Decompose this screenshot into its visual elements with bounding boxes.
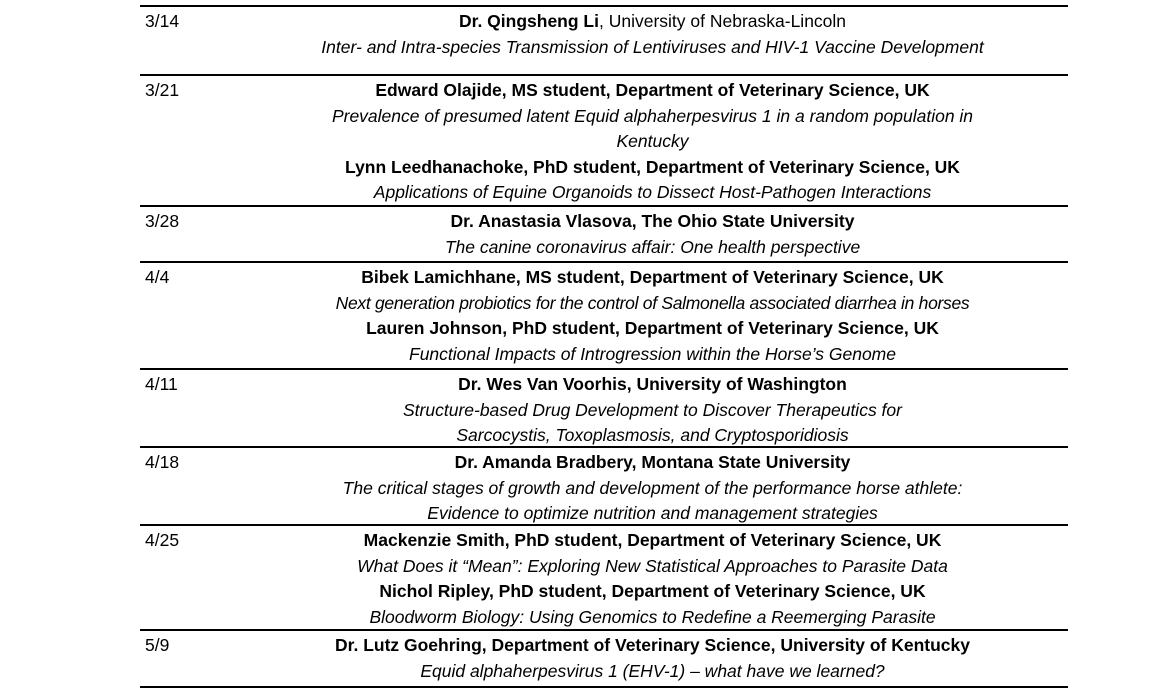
talk-entry [245, 372, 1060, 449]
talk-entry [245, 316, 1060, 367]
talk-title: The critical stages of growth and development of the performance horse athlete: Evidence to optimize nutrition and management strategies [342, 477, 963, 523]
speaker-name: Nichol Ripley, PhD student, Department of Veterinary Science, UK [379, 581, 926, 601]
row-date: 3/28 [145, 211, 180, 231]
row-date: 4/4 [145, 267, 170, 287]
speaker-line [245, 9, 1060, 35]
schedule-row [140, 370, 1068, 448]
talk-title: Structure-based Drug Development to Discover Therapeutics for Sarcocystis, Toxoplasmosis, and Cryptosporidiosis [403, 399, 902, 445]
schedule-row [140, 448, 1068, 526]
schedule-row [140, 263, 1068, 370]
speaker-name: Bibek Lamichhane, MS student, Department of Veterinary Science, UK [361, 267, 944, 287]
schedule-row [140, 76, 1068, 207]
speaker-name: Dr. Amanda Bradbery, Montana State University [454, 452, 851, 472]
talk-title: Next generation probiotics for the control of Salmonella associated diarrhea in horses [335, 292, 970, 313]
speaker-name: Dr. Wes Van Voorhis, University of Washington [458, 374, 847, 394]
talk-entry [245, 78, 1060, 155]
row-content [245, 526, 1068, 629]
talk-entry [245, 155, 1060, 206]
schedule-row [140, 631, 1068, 688]
talk-title: Bloodworm Biology: Using Genomics to Redefine a Reemerging Parasite [369, 606, 936, 627]
row-date: 3/14 [145, 11, 180, 31]
talk-entry [245, 265, 1060, 316]
schedule-row [140, 526, 1068, 631]
row-date: 5/9 [145, 635, 170, 655]
speaker-name: Dr. Qingsheng Li [458, 11, 599, 31]
schedule-row [140, 7, 1068, 76]
speaker-name: Mackenzie Smith, PhD student, Department of Veterinary Science, UK [363, 530, 942, 550]
seminar-schedule-table [140, 0, 1068, 688]
row-content [245, 263, 1068, 368]
talk-title: What Does it “Mean”: Exploring New Statistical Approaches to Parasite Data [357, 555, 948, 576]
talk-title: Functional Impacts of Introgression within the Horse’s Genome [409, 343, 896, 364]
row-content [245, 631, 1068, 686]
speaker-name: Dr. Lutz Goehring, Department of Veterinary Science, University of Kentucky [334, 635, 971, 655]
talk-entry [245, 633, 1060, 684]
row-content [245, 76, 1068, 205]
speaker-name: Edward Olajide, MS student, Department of Veterinary Science, UK [375, 80, 930, 100]
schedule-row [140, 207, 1068, 263]
talk-title: The canine coronavirus affair: One health perspective [444, 236, 861, 257]
talk-title: Prevalence of presumed latent Equid alphaherpesvirus 1 in a random population in Kentucky [331, 105, 974, 151]
row-content [245, 448, 1068, 524]
talk-title: Applications of Equine Organoids to Dissect Host-Pathogen Interactions [373, 182, 932, 202]
row-content [245, 7, 1068, 74]
speaker-name: Lauren Johnson, PhD student, Department of Veterinary Science, UK [366, 318, 939, 338]
speaker-affiliation: , University of Nebraska-Lincoln [598, 11, 847, 31]
talk-entry [245, 579, 1060, 630]
row-content [245, 207, 1068, 261]
row-date: 4/18 [145, 452, 180, 472]
row-date: 4/25 [145, 530, 180, 550]
speaker-name: Lynn Leedhanachoke, PhD student, Department of Veterinary Science, UK [345, 156, 960, 177]
row-date: 4/11 [145, 374, 178, 394]
row-content [245, 370, 1068, 446]
talk-title: Equid alphaherpesvirus 1 (EHV-1) – what have we learned? [420, 660, 885, 681]
row-date: 3/21 [145, 80, 180, 100]
talk-entry [245, 528, 1060, 579]
talk-entry [245, 209, 1060, 260]
speaker-name: Dr. Anastasia Vlasova, The Ohio State University [450, 211, 855, 231]
talk-entry [245, 9, 1060, 60]
talk-title: Inter- and Intra-species Transmission of Lentiviruses and HIV-1 Vaccine Development [321, 36, 984, 57]
talk-entry [245, 450, 1060, 527]
